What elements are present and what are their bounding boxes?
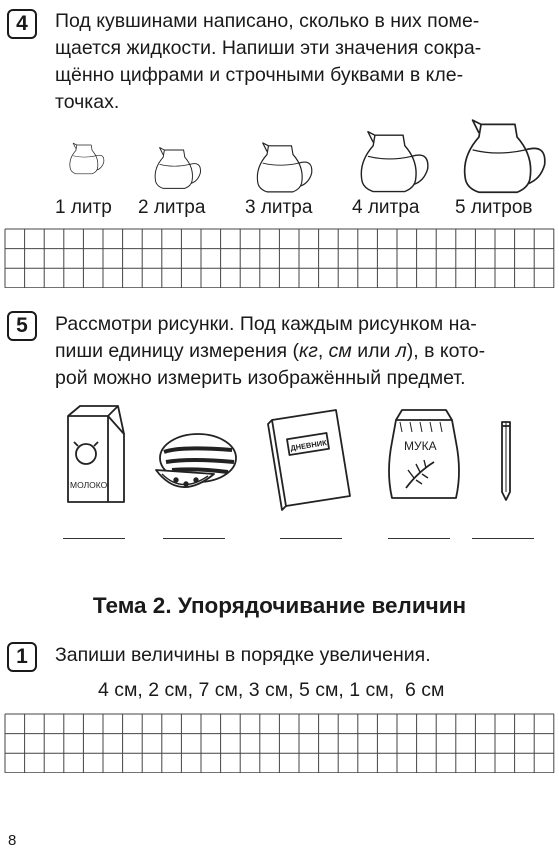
watermelon-icon [156,434,236,487]
task-1-number: 1 [7,642,37,672]
jug-2-icon [155,148,200,189]
unit-kg: кг [299,340,318,362]
svg-text:МОЛОКО: МОЛОКО [70,480,108,490]
svg-text:ДНЕВНИК: ДНЕВНИК [289,438,328,453]
answer-grid-task-4[interactable] [0,228,559,288]
task-5-line-1: Рассмотри рисунки. Под каждым рисунком на- [55,313,477,335]
task-4-line-2: щается жидкости. Напиши эти значения сокра- [55,37,482,59]
task-5-comma: , [317,340,329,362]
task-4-line-4: точках. [55,91,120,113]
answer-blank-watermelon[interactable] [163,538,225,539]
task-4-line-3: щённо цифрами и строчными буквами в кле- [55,64,464,86]
jug-5-icon [465,120,545,192]
milk-carton-icon [68,406,124,502]
pencil-icon [502,422,510,500]
jug-2-label: 2 литра [138,197,206,218]
objects-illustration [0,398,559,518]
unit-l: л [395,340,407,362]
jug-4-label: 4 литра [352,197,420,218]
task-5-text [55,311,485,392]
task-5-number: 5 [7,311,37,341]
flour-bag-icon [389,410,459,498]
page-number: 8 [8,832,17,849]
notebook-icon [268,410,350,510]
task-5-or: или [351,340,396,362]
task-4-line-1: Под кувшинами написано, сколько в них поме- [55,10,480,32]
task-1-values: 4 см, 2 см, 7 см, 3 см, 5 см, 1 см, 6 см [98,679,445,701]
jug-1-label: 1 литр [55,197,112,218]
answer-blank-milk[interactable] [63,538,125,539]
answer-blank-flour[interactable] [388,538,450,539]
jug-1-icon [70,143,104,174]
topic-heading: Тема 2. Упорядочивание величин [92,593,467,618]
unit-cm: см [328,340,352,362]
task-5-line-2 [55,338,485,365]
task-4-number: 4 [7,9,37,39]
answer-grid-task-1[interactable] [0,713,559,773]
answer-blank-pencil[interactable] [472,538,534,539]
svg-text:МУКА: МУКА [404,439,437,453]
task-1-text: Запиши величины в порядке увеличения. [55,644,431,666]
jugs-illustration [0,0,559,200]
jug-3-icon [257,143,311,192]
jug-5-label: 5 литров [455,197,533,218]
jug-3-label: 3 литра [245,197,313,218]
task-5-line-3: рой можно измерить изображённый предмет. [55,367,466,389]
task-5-line-2-start: пиши единицу измерения ( [55,340,299,362]
task-5-line-2-end: ), в кото- [406,340,486,362]
answer-blank-notebook[interactable] [280,538,342,539]
jug-4-icon [361,132,428,192]
